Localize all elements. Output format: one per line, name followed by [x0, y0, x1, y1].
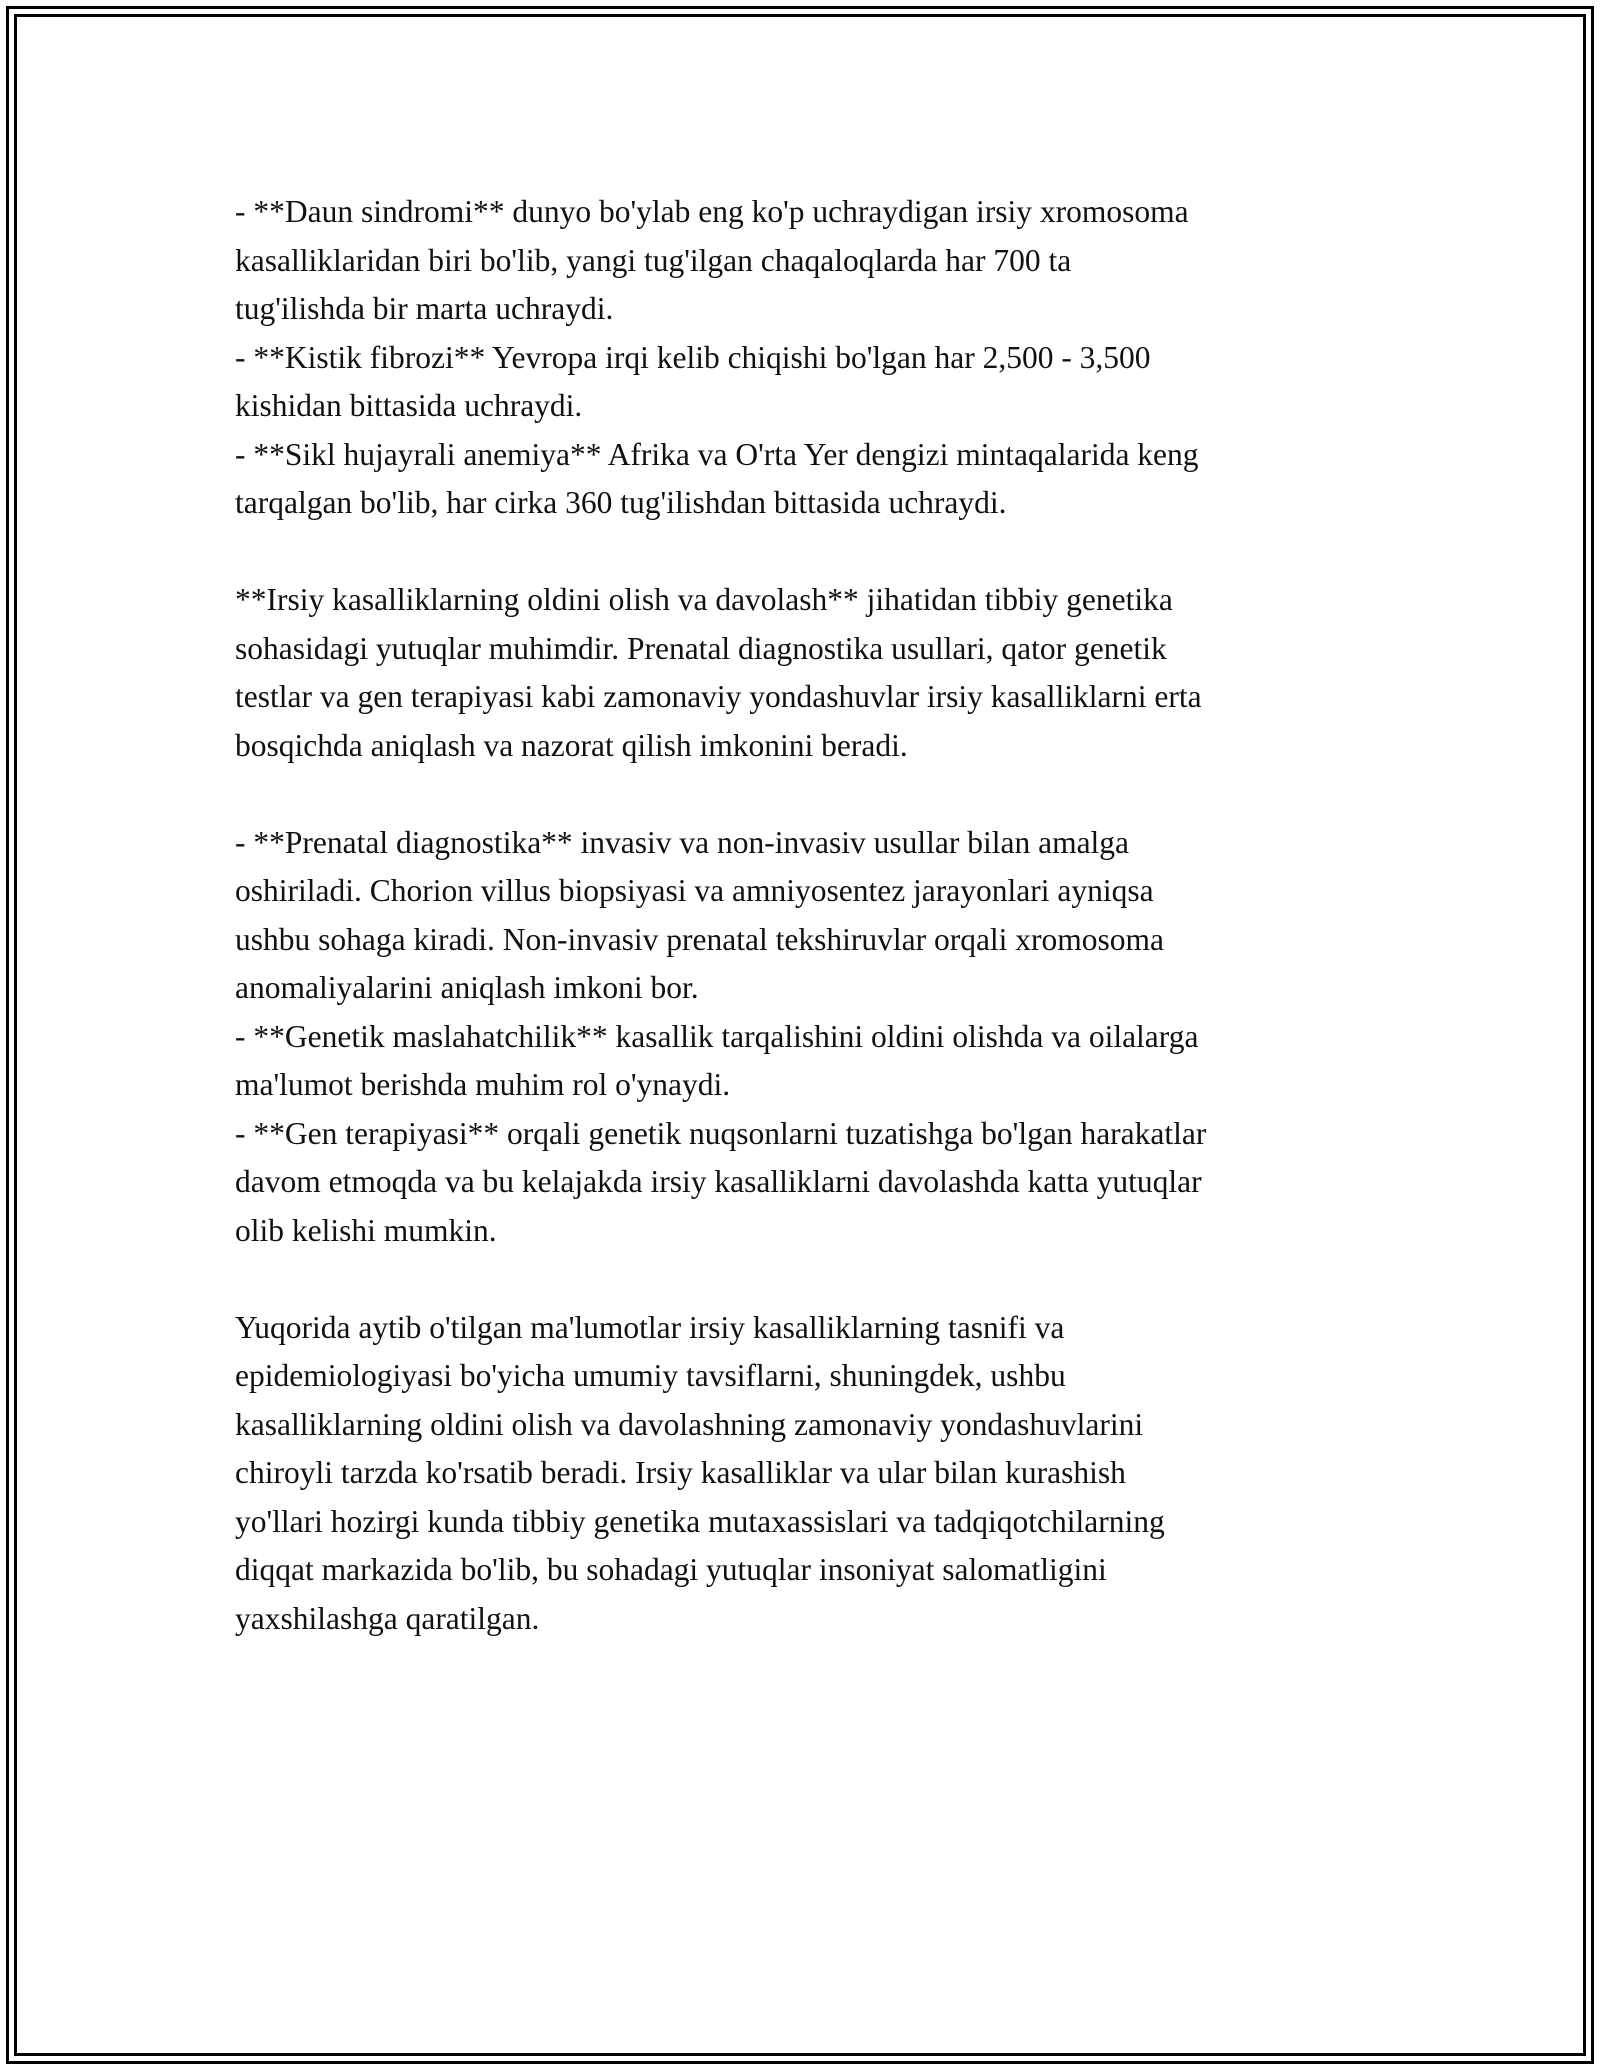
paragraph-disease-prevalence: [235, 188, 1395, 528]
text-line: anomaliyalarini aniqlash imkoni bor.: [235, 970, 699, 1005]
text-line: ushbu sohaga kiradi. Non-invasiv prenatal tekshiruvlar orqali xromosoma: [235, 921, 1165, 957]
text-line: tarqalgan bo'lib, har cirka 360 tug'ilishdan bittasida uchraydi.: [235, 485, 1007, 520]
paragraph-methods-list: [235, 819, 1395, 1256]
text-line: - **Prenatal diagnostika** invasiv va non-invasiv usullar bilan amalga: [235, 824, 1130, 860]
text-line: epidemiologiyasi bo'yicha umumiy tavsiflarni, shuningdek, ushbu: [235, 1358, 1066, 1393]
paragraph-conclusion: [235, 1304, 1395, 1644]
text-line: kishidan bittasida uchraydi.: [235, 388, 583, 423]
text-line: kasalliklarning oldini olish va davolashning zamonaviy yondashuvlarini: [235, 1406, 1144, 1442]
text-line: olib kelishi mumkin.: [235, 1212, 497, 1248]
paragraph-gap: [235, 770, 1395, 819]
paragraph-gap: [235, 528, 1395, 577]
text-line: testlar va gen terapiyasi kabi zamonaviy yondashuvlar irsiy kasalliklarni erta: [235, 679, 1202, 714]
text-line: diqqat markazida bo'lib, bu sohadagi yutuqlar insoniyat salomatligini: [235, 1552, 1107, 1587]
text-line: ma'lumot berishda muhim rol o'ynaydi.: [235, 1067, 731, 1102]
text-line: - **Kistik fibrozi** Yevropa irqi kelib chiqishi bo'lgan har 2,500 - 3,500: [235, 339, 1151, 375]
text-line: kasalliklaridan biri bo'lib, yangi tug'ilgan chaqaloqlarda har 700 ta: [235, 242, 1072, 278]
paragraph-gap: [235, 1255, 1395, 1304]
text-line: - **Sikl hujayrali anemiya** Afrika va O'rta Yer dengizi mintaqalarida keng: [235, 436, 1199, 472]
text-line: bosqichda aniqlash va nazorat qilish imkonini beradi.: [235, 727, 908, 763]
paragraph-prevention-intro: [235, 576, 1395, 770]
text-line: davom etmoqda va bu kelajakda irsiy kasalliklarni davolashda katta yutuqlar: [235, 1164, 1202, 1199]
text-line: oshiriladi. Chorion villus biopsiyasi va amniyosentez jarayonlari ayniqsa: [235, 873, 1154, 908]
document-body: [235, 188, 1395, 1643]
text-line: chiroyli tarzda ko'rsatib beradi. Irsiy kasalliklar va ular bilan kurashish: [235, 1455, 1126, 1490]
text-line: sohasidagi yutuqlar muhimdir. Prenatal diagnostika usullari, qator genetik: [235, 630, 1167, 666]
text-line: tug'ilishda bir marta uchraydi.: [235, 291, 614, 326]
text-line: **Irsiy kasalliklarning oldini olish va davolash** jihatidan tibbiy genetika: [235, 582, 1173, 617]
text-line: yo'llari hozirgi kunda tibbiy genetika mutaxassislari va tadqiqotchilarning: [235, 1503, 1165, 1539]
text-line: Yuqorida aytib o'tilgan ma'lumotlar irsiy kasalliklarning tasnifi va: [235, 1309, 1065, 1345]
text-line: yaxshilashga qaratilgan.: [235, 1600, 540, 1636]
text-line: - **Genetik maslahatchilik** kasallik tarqalishini oldini olishda va oilalarga: [235, 1018, 1199, 1054]
text-line: - **Daun sindromi** dunyo bo'ylab eng ko'p uchraydigan irsiy xromosoma: [235, 194, 1189, 229]
text-line: - **Gen terapiyasi** orqali genetik nuqsonlarni tuzatishga bo'lgan harakatlar: [235, 1115, 1207, 1151]
